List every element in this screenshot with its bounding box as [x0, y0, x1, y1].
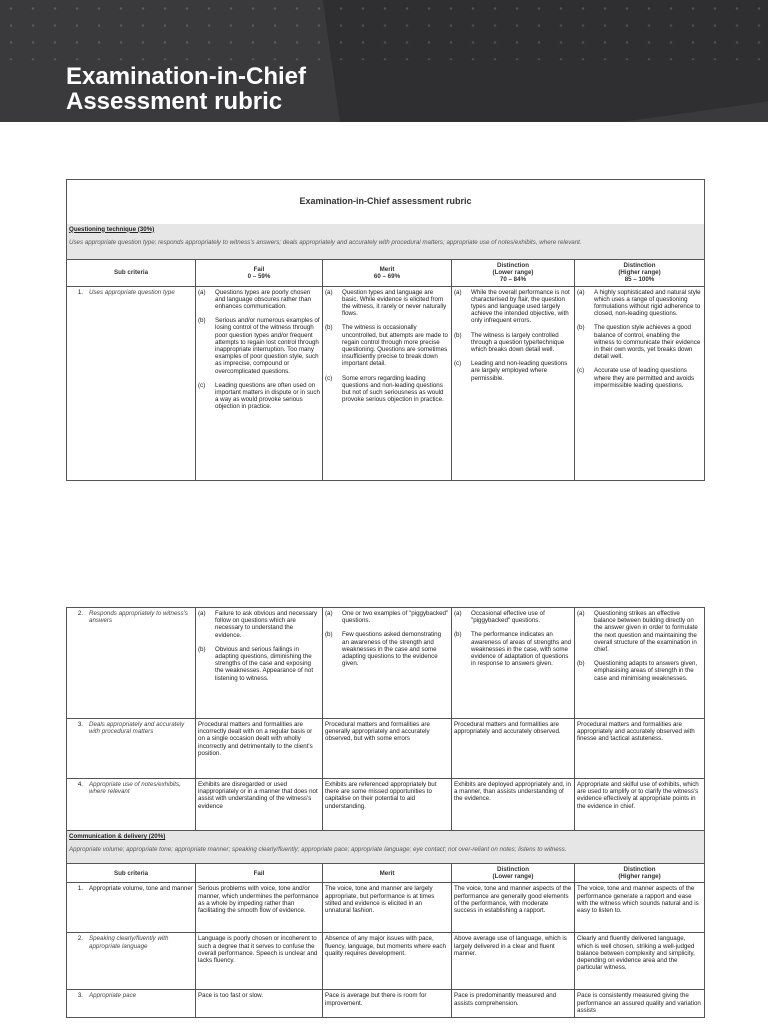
section-communication-band: [67, 831, 705, 864]
list-text: The performance indicates an awareness of areas of strengths and weaknesses in the case, with some evidence of adaptation of questions in response to answers given.: [471, 631, 572, 668]
distinction-higher-cell: [575, 286, 705, 480]
fail-cell: Procedural matters and formalities are incorrectly dealt with on a regular basis or on a single occasion dealt with wholly incorrectly and detrimentally to the client's position.: [196, 719, 323, 779]
distinction-higher-cell: The voice, tone and manner aspects of the performance generate a rapport and ease with the witness which sounds natural and is easy to listen to.: [575, 883, 705, 933]
header-distinction-lower: Distinction (Lower range): [452, 864, 575, 883]
header-sub-criteria: Sub criteria: [67, 260, 196, 287]
table-row: [67, 286, 705, 480]
list-item: [577, 289, 702, 318]
list-text: Obvious and serious failings in adapting questions, diminishing the strengths of the case and exposing the weaknesses. Appearance of not listening to witness.: [215, 645, 314, 682]
header-row: [67, 260, 705, 287]
list-marker: (b): [325, 324, 333, 332]
section-title: Communication & delivery (20%): [69, 833, 166, 840]
distinction-lower-cell: [452, 608, 575, 719]
list-text: Leading and non-leading questions are largely employed where permissible.: [471, 360, 568, 382]
section-questioning-band: [67, 224, 705, 260]
distinction-higher-cell: Clearly and fluently delivered language, which is well chosen, striking a well-judged balance between complexity and simplicity, depending on evidence area and the particular witness.: [575, 933, 705, 990]
criterion-cell: 1. Appropriate volume, tone and manner: [67, 883, 196, 933]
table-row: [67, 719, 705, 779]
list-item: [577, 367, 702, 389]
fail-cell: Serious problems with voice, tone and/or manner, which undermines the performance as a whole by impeding rather than facilitating the smooth flow of evidence.: [196, 883, 323, 933]
list-marker: (b): [454, 331, 462, 339]
table-row: [67, 608, 705, 719]
fail-cell: [196, 608, 323, 719]
distinction-lower-cell: The voice, tone and manner aspects of the performance are generally good elements of the performance, with moderate success in establishing a rapport.: [452, 883, 575, 933]
list-marker: (b): [198, 317, 206, 325]
fail-cell: [196, 286, 323, 480]
list-item: [454, 289, 572, 325]
list-text: The question style achieves a good balance of control, enabling the witness to communicate their evidence in their own words, yet breaks down detail well.: [594, 324, 701, 361]
table-row: [67, 933, 705, 990]
list-text: Occasional effective use of "piggybacked" questions.: [471, 610, 545, 625]
list-text: One or two examples of "piggybacked" questions.: [342, 610, 449, 625]
distinction-higher-cell: Appropriate and skilful use of exhibits, which are used to amplify or to clarify the witness's evidence effectively at appropriate points in the evidence in chief.: [575, 779, 705, 831]
list-marker: (a): [577, 288, 585, 296]
list-text: Serious and/or numerous examples of losing control of the witness through poor question types and/or frequent attempts to regain lost control through inappropriate interruption. Too many examples of poor question style, such as imprecise, compound or overcomplicated questions.: [215, 317, 320, 375]
table-row: [67, 883, 705, 933]
criterion-cell: 1. Uses appropriate question type: [67, 286, 196, 480]
criterion-cell: 2. Speaking clearly/fluently with appropriate language: [67, 933, 196, 990]
list-item: [577, 660, 702, 682]
list-marker: (b): [325, 631, 333, 639]
criterion-cell: 3. Deals appropriately and accurately with procedural matters: [67, 719, 196, 779]
banner-dot-pattern: [0, 0, 768, 60]
section-description: Uses appropriate question type; responds appropriately to witness's answers; deals appropriately and accurately with procedural matters; appropriate use of notes/exhibits, where relevant.: [69, 238, 582, 246]
criterion-cell: 3. Appropriate pace: [67, 990, 196, 1018]
merit-cell: [323, 286, 452, 480]
list-text: Few questions asked demonstrating an awareness of the strength and weaknesses in the case and some adapting questions to the evidence given.: [342, 631, 442, 668]
list-text: Questioning adapts to answers given, emphasising areas of strength in the case and minimising weaknesses.: [594, 660, 698, 682]
header-merit: Merit 60 – 69%: [323, 260, 452, 287]
distinction-lower-cell: Exhibits are deployed appropriately and, in a manner, than assists understanding of the evidence.: [452, 779, 575, 831]
distinction-higher-cell: [575, 608, 705, 719]
list-item: [198, 289, 320, 311]
list-item: [325, 375, 449, 404]
list-item: [325, 324, 449, 367]
header-banner: [0, 0, 768, 122]
merit-cell: Procedural matters and formalities are generally appropriately and accurately observed, but with some errors: [323, 719, 452, 779]
table-row: [67, 779, 705, 831]
distinction-higher-cell: Procedural matters and formalities are appropriately and accurately observed with finesse and tactical astuteness.: [575, 719, 705, 779]
merit-cell: The voice, tone and manner are largely appropriate, but performance is at times stilted and evidence is elicited in an unnatural fashion.: [323, 883, 452, 933]
distinction-lower-cell: Above average use of language, which is largely delivered in a clear and fluent manner.: [452, 933, 575, 990]
header-distinction-higher: Distinction (Higher range): [575, 864, 705, 883]
list-text: Question types and language are basic. While evidence is elicited from the witness, it rarely or never naturally flows.: [342, 288, 447, 318]
list-item: [325, 610, 449, 624]
fail-cell: Language is poorly chosen or incoherent to such a degree that it serves to confuse the overall performance. Speech is unclear and lacks fluency.: [196, 933, 323, 990]
list-marker: (a): [198, 288, 206, 296]
merit-cell: [323, 608, 452, 719]
list-marker: (c): [454, 360, 462, 368]
list-item: [577, 610, 702, 653]
merit-cell: Pace is average but there is room for improvement.: [323, 990, 452, 1018]
list-text: The witness is largely controlled through a question type/technique which breaks down detail well.: [471, 331, 565, 354]
table-row: [67, 990, 705, 1018]
list-marker: (b): [454, 631, 462, 639]
list-text: Failure to ask obvious and necessary follow on questions which are necessary to understand the evidence.: [215, 610, 318, 639]
list-item: [198, 610, 320, 639]
list-text: Questioning strikes an effective balance between building directly on the answer given in order to formulate the next question and maintaining the overall structure of the examination in chief.: [594, 610, 698, 654]
header-sub-criteria: Sub criteria: [67, 864, 196, 883]
list-item: [454, 360, 572, 382]
header-fail: Fail 0 – 59%: [196, 260, 323, 287]
list-text: While the overall performance is not characterised by flair, the question types and language used largely achieve the intended objective, with only infrequent errors.: [471, 288, 570, 325]
list-item: [454, 332, 572, 354]
rubric-title: Examination-in-Chief assessment rubric: [67, 180, 705, 224]
distinction-lower-cell: [452, 286, 575, 480]
merit-cell: Absence of any major issues with pace, fluency, language, but moments where each quality requires development.: [323, 933, 452, 990]
list-item: [325, 631, 449, 667]
criterion-cell: 4. Appropriate use of notes/exhibits, where relevant: [67, 779, 196, 831]
fail-cell: Exhibits are disregarded or used inappropriately or in a manner that does not assist with understanding of the witness's evidence: [196, 779, 323, 831]
list-text: A highly sophisticated and natural style which uses a range of questioning formulations without rigid adherence to closed, non-leading questions.: [594, 288, 701, 318]
list-item: [198, 382, 320, 411]
list-item: [454, 631, 572, 667]
header-distinction-lower: Distinction (Lower range) 70 – 84%: [452, 260, 575, 287]
distinction-lower-cell: Pace is predominantly measured and assists comprehension.: [452, 990, 575, 1018]
page-title: Examination-in-Chief Assessment rubric: [66, 63, 307, 115]
list-marker: (b): [577, 660, 585, 668]
list-marker: (a): [325, 288, 333, 296]
list-marker: (c): [577, 367, 585, 375]
criterion-cell: 2. Responds appropriately to witness's answers: [67, 608, 196, 719]
list-text: The witness is occasionally uncontrolled, but attempts are made to regain control through more precise questioning. Questions are sometimes insufficiently precise to break down important detail.: [342, 324, 448, 368]
list-text: Questions types are poorly chosen and language obscures rather than enhances communication.: [215, 288, 311, 311]
header-row: [67, 864, 705, 883]
fail-cell: Pace is too fast or slow.: [196, 990, 323, 1018]
list-item: [198, 646, 320, 682]
list-marker: (c): [198, 381, 206, 389]
list-item: [454, 610, 572, 624]
list-marker: (a): [198, 610, 206, 617]
list-marker: (a): [577, 610, 585, 617]
list-marker: (a): [454, 288, 462, 296]
list-item: [325, 289, 449, 318]
section-title: Questioning technique (30%): [69, 225, 155, 233]
distinction-higher-cell: Pace is consistently measured giving the performance an assured quality and variation assists: [575, 990, 705, 1018]
list-marker: (c): [325, 374, 333, 382]
header-fail: Fail: [196, 864, 323, 883]
list-marker: (a): [325, 610, 333, 617]
list-marker: (a): [454, 610, 462, 617]
list-marker: (b): [577, 324, 585, 332]
rubric-table-part-1: [66, 179, 705, 481]
list-text: Leading questions are often used on important matters in dispute or in such a way as would provoke serious objection in practice.: [215, 381, 320, 411]
list-marker: (b): [198, 645, 206, 653]
list-item: [577, 324, 702, 360]
header-distinction-higher: Distinction (Higher range) 85 – 100%: [575, 260, 705, 287]
rubric-table-part-2: [66, 607, 705, 1018]
list-item: [198, 317, 320, 375]
header-merit: Merit: [323, 864, 452, 883]
merit-cell: Exhibits are referenced appropriately but there are some missed opportunities to capitalise on their potential to aid understanding.: [323, 779, 452, 831]
list-text: Accurate use of leading questions where they are permitted and avoids impermissible leading questions.: [594, 367, 695, 389]
list-text: Some errors regarding leading questions and non-leading questions but not of such seriousness as would provoke serious objection in practice.: [342, 374, 444, 404]
distinction-lower-cell: Procedural matters and formalities are appropriately and accurately observed.: [452, 719, 575, 779]
section-description: Appropriate volume; appropriate tone; appropriate manner; speaking clearly/fluently; appropriate pace; appropriate language; eye contact; not over-reliant on notes; listens to witness.: [69, 846, 567, 854]
